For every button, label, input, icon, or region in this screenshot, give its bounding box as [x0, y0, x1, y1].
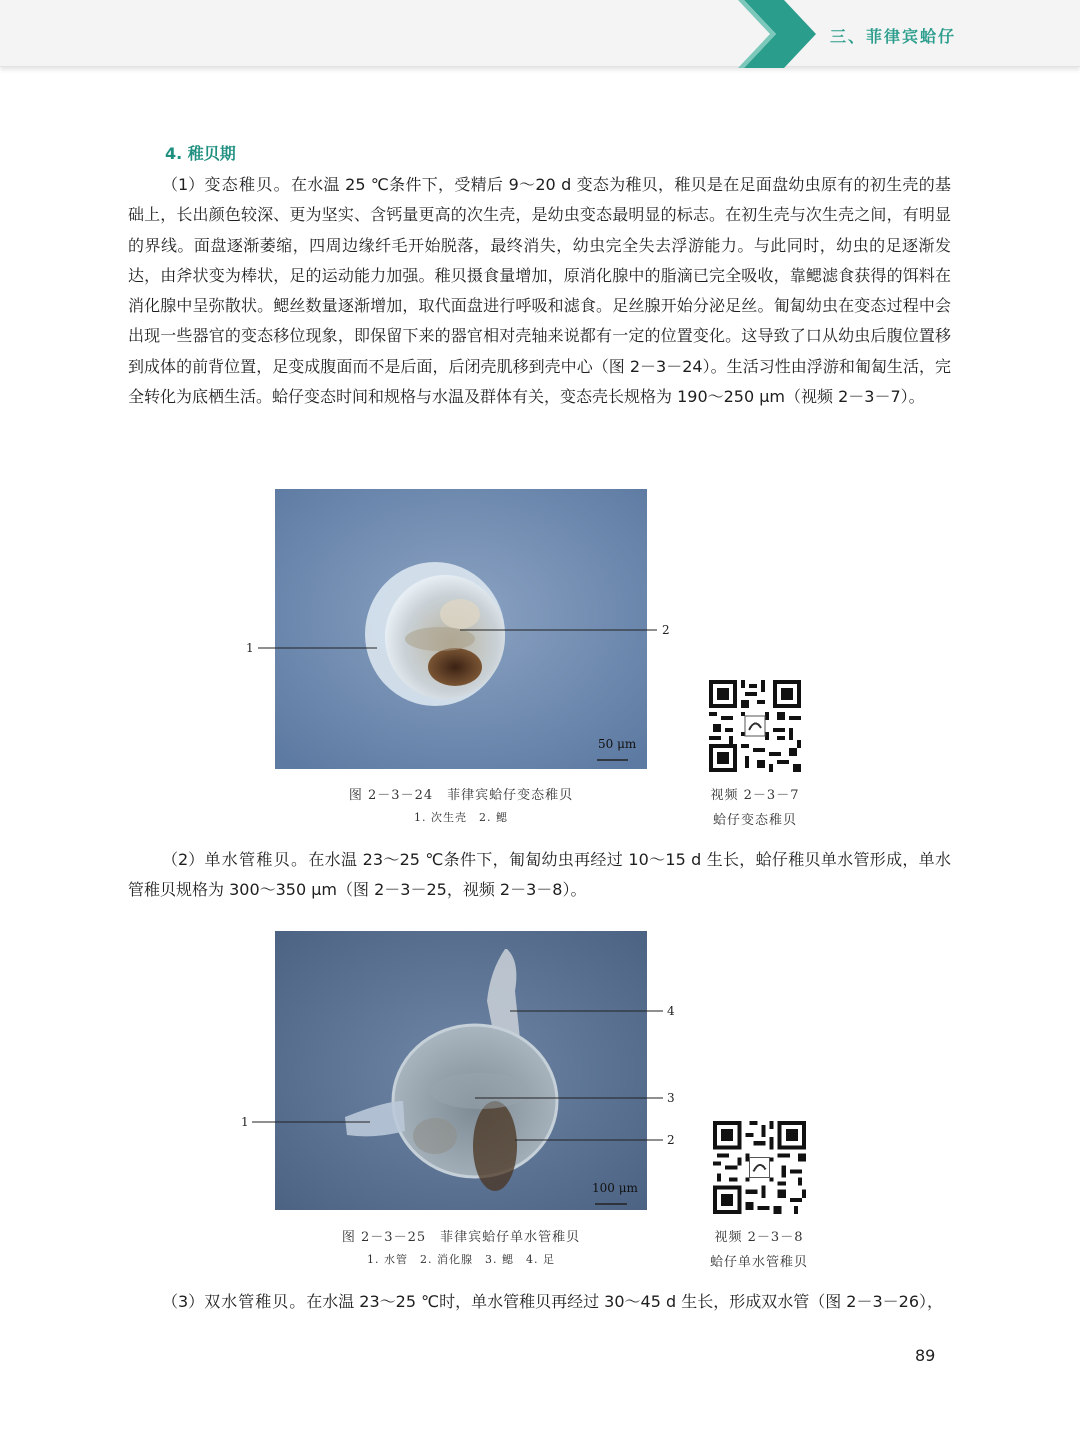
paragraph-lead-number: （2） — [162, 850, 205, 869]
caption-title: 图 2－3－24 菲律宾蛤仔变态稚贝 — [348, 788, 574, 803]
figure-2-3-25-caption — [275, 1226, 647, 1267]
video-id: 视频 2－3－7 — [710, 788, 800, 803]
chevron-banner-icon — [738, 0, 818, 68]
callout-1: 1 — [241, 1115, 249, 1129]
caption-title: 图 2－3－25 菲律宾蛤仔单水管稚贝 — [341, 1230, 581, 1245]
paragraph-metamorphosis — [128, 170, 951, 412]
paragraph-lead-number: （3） — [162, 1292, 205, 1311]
video-id: 视频 2－3－8 — [714, 1230, 804, 1245]
caption-legend: 1. 水管 2. 消化腺 3. 鳃 4. 足 — [367, 1253, 555, 1266]
qr-code-icon[interactable] — [709, 680, 801, 772]
video-2-3-7-caption — [690, 784, 820, 828]
video-title: 蛤仔单水管稚贝 — [709, 1255, 808, 1270]
paragraph-subtitle: 单水管稚贝。 — [204, 850, 309, 869]
paragraph-single-siphon — [128, 845, 951, 906]
page-number: 89 — [915, 1346, 936, 1365]
callout-2: 2 — [667, 1133, 675, 1147]
figure-1-callout-lines — [255, 620, 665, 660]
figure-2-callout-lines — [245, 1000, 665, 1150]
callout-4: 4 — [667, 1004, 675, 1018]
running-header-title: 三、菲律宾蛤仔 — [830, 27, 957, 46]
callout-3: 3 — [667, 1091, 675, 1105]
scale-bar-label: 100 μm — [592, 1181, 638, 1195]
video-title: 蛤仔变态稚贝 — [712, 813, 797, 828]
paragraph-lead-number: （1） — [162, 175, 205, 194]
callout-2: 2 — [662, 623, 670, 637]
callout-1: 1 — [246, 641, 254, 655]
scale-bar-label: 50 μm — [598, 737, 637, 751]
caption-legend: 1. 次生壳 2. 鳃 — [414, 811, 508, 824]
paragraph-double-siphon — [128, 1287, 951, 1317]
paragraph-subtitle: 双水管稚贝。 — [204, 1292, 307, 1311]
paragraph-body: 在水温 23～25 ℃条件下，匍匐幼虫再经过 10～15 d 生长，蛤仔稚贝单水管形成，单水管稚贝规格为 300～350 μm（图 2－3－25，视频 2－3－8）。 — [128, 850, 951, 900]
paragraph-body: 在水温 25 ℃条件下，受精后 9～20 d 变态为稚贝，稚贝是在足面盘幼虫原有的初生壳的基础上，长出颜色较深、更为坚实、含钙量更高的次生壳，是幼虫变态最明显的标志。在初生壳与次生壳之间，有明显的界线。面盘逐渐萎缩，四周边缘纤毛开始脱落，最终消失，幼虫完全失去浮游能力。与此同时，幼虫的足逐渐发达，由斧状变为棒状，足的运动能力加强。稚贝摄食量增加，原消化腺中的脂滴已完全吸收，靠鳃滤食获得的饵料在消化腺中呈弥散状。鳃丝数量逐渐增加，取代面盘进行呼吸和滤食。足丝腺开始分泌足丝。匍匐幼虫在变态过程中会出现一些器官的变态移位现象，即保留下来的器官相对壳轴来说都有一定的位置变化。这导致了口从幼虫后腹位置移到成体的前背位置，足变成腹面而不是后面，后闭壳肌移到壳中心（图 2－3－24）。生活习性由浮游和匍匐生活，完全转化为底栖生活。蛤仔变态时间和规格与水温及群体有关，变态壳长规格为 190～250 μm（视频 2－3－7）。 — [128, 175, 951, 407]
figure-2-3-24-caption — [275, 784, 647, 825]
paragraph-subtitle: 变态稚贝。 — [204, 175, 291, 194]
paragraph-body: 在水温 23～25 ℃时，单水管稚贝再经过 30～45 d 生长，形成双水管（图 2－3－26）， — [306, 1292, 944, 1311]
section-heading: 4. 稚贝期 — [165, 144, 236, 163]
video-2-3-8-caption — [694, 1226, 824, 1270]
running-header — [0, 0, 1080, 67]
qr-code-icon[interactable] — [713, 1121, 806, 1214]
